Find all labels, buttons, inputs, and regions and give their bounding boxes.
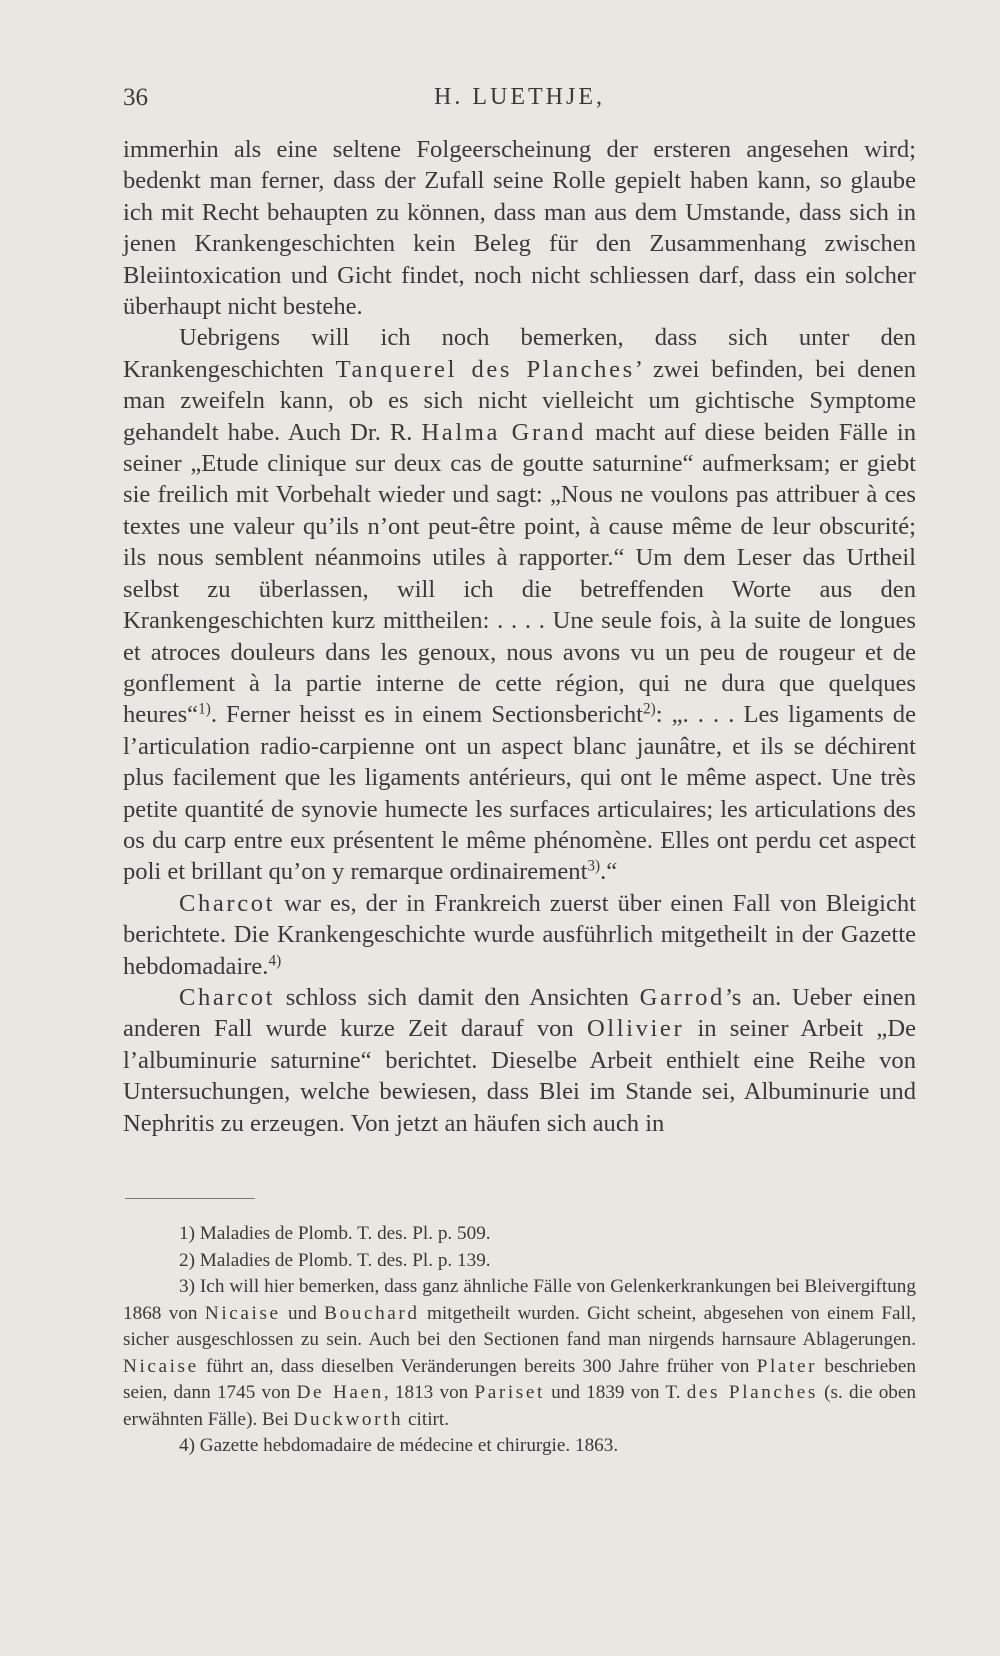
- text-run: in seiner Arbeit „De l’albuminurie saturnine“ berichtet. Dieselbe Arbeit enthielt eine Reihe von Untersuchungen, welche bewiesen, dass Blei im Stande sei, Albuminurie und Nephritis zu erzeugen. Von jetzt an häufen sich auch in: [123, 1015, 916, 1137]
- paragraph: [123, 888, 916, 982]
- footnote-ref: 4): [268, 952, 282, 970]
- spaced-name: Plater: [756, 1355, 818, 1377]
- text-run: 4) Gazette hebdomadaire de médecine et chirurgie. 1863.: [179, 1435, 619, 1456]
- text-run: ’ zwei befinden, bei denen man zweifeln kann, ob es sich nicht vielleicht um gichtische Symptome gehandelt habe. Auch Dr. R.: [123, 355, 917, 446]
- text-run: : „. . . . Les ligaments de l’articulation radio-carpienne ont un aspect blanc jaunâtre, et ils se déchirent plus facilement que les ligaments antérieurs, qui ont le même aspect. Une très petite quantité de synovie humecte les surfaces articulaires; les articulations des os du carp entre eux présentent le même phénomène. Elles ont perdu cet aspect poli et brillant qu’on y remarque ordinairement: [123, 701, 917, 886]
- spaced-name: Ollivier: [586, 1015, 685, 1043]
- text-run: schloss sich damit den Ansichten: [275, 983, 640, 1011]
- footnote-ref: 3): [587, 857, 601, 875]
- footnote-ref: 2): [643, 700, 656, 718]
- spaced-name: Nicaise: [204, 1302, 281, 1324]
- text-run: macht auf diese beiden Fälle in seiner „Etude clinique sur deux cas de goutte saturnine“ aufmerksam; er giebt sie freilich mit Vorbehalt wieder und sagt: „Nous ne voulons pas attribuer à ces textes une valeur qu’ils n’ont peut-être point, à cause même de leur obscurité; ils nous semblent néanmoins utiles à rapporter.“ Um dem Leser das Urtheil selbst zu überlassen, will ich die betreffenden Worte aus den Krankengeschichten kurz mittheilen: . . . . Une seule fois, à la suite de longues et atroces douleurs dans les genoux, nous avons vu un peu de rougeur et de gonflement à la partie interne de cette région, qui ne dura que quelques heures“: [123, 418, 917, 729]
- spaced-name: Charcot: [179, 983, 276, 1011]
- page-header: [123, 84, 916, 124]
- footnotes: [123, 1221, 916, 1460]
- spaced-name: Tanquerel des Planches: [335, 355, 635, 383]
- spaced-name: Garrod: [639, 983, 725, 1011]
- spaced-name: Halma Grand: [421, 418, 587, 446]
- text-run: beschrieben seien, dann 1745 von: [123, 1355, 916, 1403]
- text-run: ’s an. Ueber einen anderen Fall wurde kurze Zeit darauf von: [123, 983, 916, 1043]
- text-run: Uebrigens will ich noch bemerken, dass sich unter den Krankengeschichten: [123, 324, 916, 383]
- text-run: , 1813 von: [383, 1382, 475, 1403]
- running-head: H. LUETHJE,: [434, 84, 605, 110]
- text-run: 3) Ich will hier bemerken, dass ganz ähnliche Fälle von Gelenkerkrankungen bei Bleivergiftung 1868 von: [123, 1276, 916, 1324]
- spaced-name: De Haen: [296, 1382, 384, 1403]
- body-text: [123, 134, 916, 1139]
- text-run: führt an, dass dieselben Veränderungen bereits 300 Jahre früher von: [198, 1355, 757, 1377]
- text-run: immerhin als eine seltene Folgeerscheinung der ersteren angesehen wird; bedenkt man ferner, dass der Zufall seine Rolle gepielt haben kann, so glaube ich mit Recht behaupten zu können, dass man aus dem Umstande, dass sich in jenen Krankengeschichten kein Beleg für den Zusammenhang zwischen Bleiintoxication und Gicht findet, noch nicht schliessen darf, dass ein solcher überhaupt nicht bestehe.: [123, 136, 916, 321]
- footnote: [123, 1274, 916, 1433]
- text-run: .“: [600, 858, 618, 886]
- text-run: 2) Maladies de Plomb. T. des. Pl. p. 139.: [179, 1249, 491, 1271]
- text-run: . Ferner heisst es in einem Sectionsbericht: [210, 701, 644, 729]
- paragraph: [123, 982, 916, 1139]
- footnote: [123, 1248, 916, 1275]
- footnote-ref: 1): [198, 700, 211, 718]
- text-run: war es, der in Frankreich zuerst über einen Fall von Bleigicht berichtete. Die Krankengeschichte wurde ausführlich mitgetheilt in der Gazette hebdomadaire.: [123, 889, 916, 980]
- spaced-name: des Planches: [686, 1382, 818, 1403]
- paragraph: [123, 322, 916, 887]
- spaced-name: Nicaise: [123, 1355, 199, 1377]
- text-run: und 1839 von T.: [544, 1382, 687, 1403]
- spaced-name: Duckworth: [293, 1408, 404, 1430]
- spaced-name: Bouchard: [324, 1302, 420, 1324]
- page-number: 36: [123, 84, 148, 111]
- text-run: und: [280, 1302, 325, 1324]
- text-run: 1) Maladies de Plomb. T. des. Pl. p. 509.: [179, 1223, 491, 1244]
- text-run: citirt.: [403, 1408, 450, 1430]
- paragraph: [123, 134, 916, 322]
- footnote-divider: [125, 1198, 255, 1199]
- spaced-name: Charcot: [179, 889, 276, 917]
- footnote: [123, 1221, 916, 1248]
- text-run: mitgetheilt wurden. Gicht scheint, abgesehen von einem Fall, sicher ausgeschlossen zu sein. Auch bei den Sectionen fand man nirgends harnsaure Ablagerungen.: [123, 1302, 917, 1350]
- footnote: [123, 1433, 916, 1460]
- text-run: (s. die oben erwähnten Fälle). Bei: [123, 1382, 916, 1430]
- spaced-name: Pariset: [474, 1382, 545, 1403]
